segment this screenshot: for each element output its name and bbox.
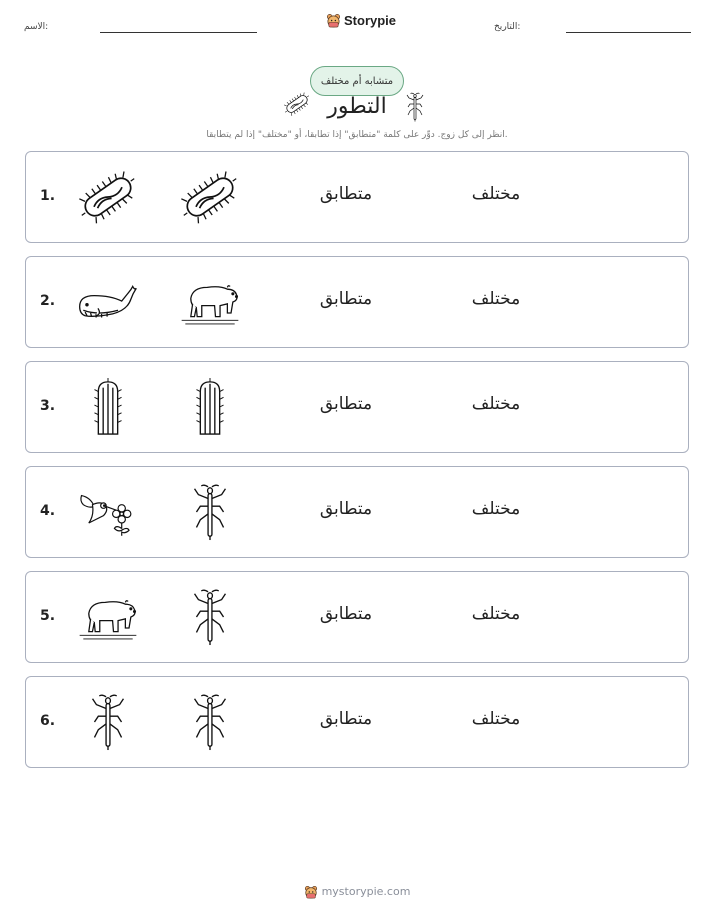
instructions: انظر إلى كل زوج. دوِّر على كلمة "متطابق" إذا تطابقا، أو "مختلف" إذا لم يتطابقا.	[206, 130, 508, 140]
question-row	[25, 676, 689, 768]
same-option[interactable]: متطابق	[319, 394, 373, 414]
question-row	[25, 571, 689, 663]
different-option[interactable]: مختلف	[471, 394, 521, 414]
same-option[interactable]: متطابق	[319, 709, 373, 729]
same-option[interactable]: متطابق	[319, 604, 373, 624]
date-label: التاريخ:	[494, 22, 521, 32]
question-number: 6.	[40, 713, 56, 729]
bear-mascot-icon	[326, 13, 341, 28]
question-number: 1.	[40, 188, 56, 204]
question-number: 4.	[40, 503, 56, 519]
bacteria-icon	[178, 168, 242, 226]
name-label: الاسم:	[24, 22, 49, 32]
question-row	[25, 361, 689, 453]
brand-logo	[326, 13, 396, 28]
same-option[interactable]: متطابق	[319, 499, 373, 519]
polar-bear-icon	[178, 273, 242, 331]
date-field-line[interactable]	[566, 32, 691, 33]
footer-url[interactable]: mystorypie.com	[321, 884, 411, 898]
topic-badge: متشابه أم مختلف	[310, 66, 404, 96]
different-option[interactable]: مختلف	[471, 289, 521, 309]
footer	[0, 884, 714, 898]
same-option[interactable]: متطابق	[319, 289, 373, 309]
question-row	[25, 151, 689, 243]
hummingbird-flower-icon	[76, 483, 140, 541]
polar-bear-icon	[76, 588, 140, 646]
different-option[interactable]: مختلف	[471, 184, 521, 204]
stick-insect-icon	[178, 588, 242, 646]
stick-insect-icon	[178, 483, 242, 541]
different-option[interactable]: مختلف	[471, 604, 521, 624]
stick-insect-icon	[178, 693, 242, 751]
stick-insect-icon	[404, 92, 426, 122]
question-number: 3.	[40, 398, 56, 414]
question-number: 5.	[40, 608, 56, 624]
question-row	[25, 466, 689, 558]
name-field-line[interactable]	[100, 32, 257, 33]
whale-icon	[76, 273, 140, 331]
question-number: 2.	[40, 293, 56, 309]
same-option[interactable]: متطابق	[319, 184, 373, 204]
cactus-icon	[76, 378, 140, 436]
cactus-icon	[178, 378, 242, 436]
stick-insect-icon	[76, 693, 140, 751]
different-option[interactable]: مختلف	[471, 709, 521, 729]
bacteria-icon	[76, 168, 140, 226]
brand-name: Storypie	[344, 13, 397, 28]
question-row	[25, 256, 689, 348]
different-option[interactable]: مختلف	[471, 499, 521, 519]
page-title: التطور	[327, 94, 387, 119]
bear-mascot-icon	[304, 884, 318, 898]
